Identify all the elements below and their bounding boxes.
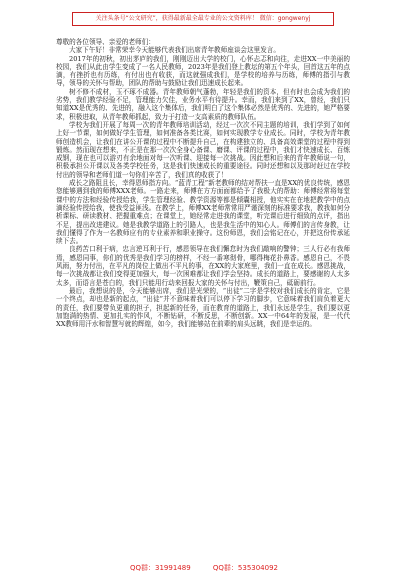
greeting-paragraph: 大家下午好！非常荣幸今天能够代表我们出席青年教师座谈会这里发言。 bbox=[69, 46, 280, 55]
body-paragraph: 成长之路阻且长，幸得恩师指方向。“蓝青工程”新老教师的结对帮扶一直是XX的优良传统，感恩您能够遇到我的师傅XXX老师。一路走来，师傅在方方面面都给予了我极大的帮助：师傅经常将每堂课中的方法和经验传授给我，学生管理经验、教学资源等都是倾囊相授，他实实在在地把教学中的点滴经验传授给我，使我受益匪浅。在教学上，师傅XX老师常常用严谨深刻的标准要求我，教我如何分析课标、研读教材、把握重难点；在课堂上，她经常走进我的课堂，听完课后进行细致的点评，指出不足，提出改进建议。她是我教学道路上的引路人，也是我生活中的知心人。师傅们的言传身教，让我们懂得了作为一名教师应有的专业素养和职业操守。这份师恩，我们会铭记在心，并把这份传承延续下去。 bbox=[56, 179, 350, 246]
body-paragraph: 树不修不成材，玉不琢不成器。青年教师朝气蓬勃，年轻是我们的资本，但有时也会成为我们的劣势，我们教学经验不足，管理能力欠佳，业务水平有待提升。幸而，我们来到了XX，曾经，我们只知道XX是优秀的、先进的，融入这个集体后，我们明白了这个集体必然是优秀的、先进的，她严格要求，积极进取，从青年教师抓起，致力于打造一支高素质的教师队伍。 bbox=[56, 87, 350, 121]
body-paragraph: 学校为我们开展了每周一次的青年教师培训活动，经过一次次不同主题的培训，我们学到了如何上好一节课，如何做好学生管理，如何准备各类比赛，如何实现教学专业成长。同时，学校为青年教师创造机会，让我们在讲公开课的过程中不断提升自己，在构建独立的、具备高效课堂的过程中得到锻炼。然而现在想来，不正是在那一次次全身心备课、磨课、评课的过程中，我们才快速成长、百炼成钢，现在也可以游刃有余地面对每一次听课、迎接每一次挑战。因此想和后来的青年教师说一句，积极承担公开课以及各类学校任务，这是我们快速成长的重要途径。同时还想和以及那时赶过在学校付出的领导和老师们道一句你们辛苦了，我们真的收获了！ bbox=[56, 120, 350, 179]
speech-body bbox=[56, 38, 350, 558]
qq-group-2: QQ群：535304092 bbox=[212, 564, 278, 572]
qq-group-1: QQ群：31991489 bbox=[130, 564, 191, 572]
body-paragraph: 良药苦口利于病，忠言逆耳利于行，感恩领导在我们懈怠时为我们敲响的警钟；三人行必有我师焉，感恩同事，你们的优秀是我们学习的榜样，不经一番寒彻骨，哪得梅花扑鼻香。感恩自己，不畏风雨，努力付出，在平凡的岗位上做出不平凡的事，在XX的大家庭里，我们一直在成长。感恩挑战，每一次挑战都让我们变得更加强大，每一次困难都让我们学会坚持。成长的道路上，要感谢的人太多太多，而语言是苍白的，我们只能用行动来回报大家的关怀与付出，鞭策自己，砥砺前行。 bbox=[56, 245, 350, 287]
salutation: 尊敬的各位领导、亲爱的老师们： bbox=[56, 38, 155, 46]
body-paragraph: 2017年的初秋，初出茅庐的我们，刚刚迈出大学的校门，心怀忐忑和向往，走进XX一中美丽的校园，我们从此由学生变成了一名人民教师，2023年是我们登上教坛的第五个年头，回首这五年的点滴，有挫折也有历练，有付出也有收获，而这就强成我们，是学校的培养与历练，师傅的指引与教导，领导的关怀与帮助，团队的帮助与鼓励让我们迅速成长起来。 bbox=[56, 54, 350, 88]
promo-banner: 关注头条号“公文研究”，获得最新最全最专业的公文资料库！ 微信：gongwenyj bbox=[72, 12, 334, 26]
body-paragraph: 最后，我想说的是，今天能够出席，我们是光荣的，“出徒”二字是学校对我们成长的肯定，它是一个终点，却也是新的起点，“出徒”并不意味着我们可以停下学习的脚步，它意味着我们肩负着更大的责任，我们要带负更重的担子，担起新的任务，而在教育的道路上，我们永远是学生，我们要以更加饱满的热情、更加扎实的作风，不断钻研，不断反思，不断创新。XX一中64年的发展，是一代代XX教师用汗水和智慧写就的辉煌，如今，我们能够站在前辈的肩头远眺，我们是幸运的。 bbox=[56, 286, 350, 329]
footer-contact bbox=[0, 562, 408, 574]
